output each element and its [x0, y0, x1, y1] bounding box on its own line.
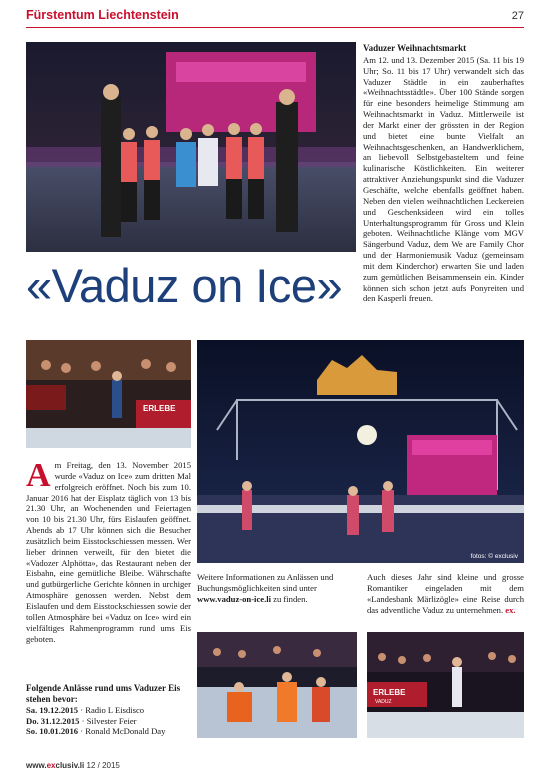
footer	[26, 761, 120, 770]
events-title: Folgende Anlässe rund ums Vaduzer Eis stehen bevor:	[26, 683, 181, 704]
sign-erlebe-2: ERLEBE	[373, 688, 406, 697]
signoff: ex.	[505, 604, 516, 615]
event-item	[26, 705, 201, 716]
romantic-text	[367, 572, 524, 615]
photo-skater-rink	[26, 340, 191, 448]
info-suffix: zu finden.	[271, 593, 308, 604]
market-title: Vaduzer Weihnachtsmarkt	[363, 43, 467, 53]
photo-rink-castle	[197, 340, 524, 563]
photo-group-skaters	[26, 42, 356, 252]
event-date: Sa. 19.12.2015	[26, 705, 79, 715]
event-date: Do. 31.12.2015	[26, 715, 80, 726]
header-rule	[26, 27, 524, 28]
sign-vaduz: VADUZ	[375, 699, 392, 705]
footer-issue: 12 / 2015	[86, 761, 120, 770]
info-prefix: Weitere Informationen zu Anlässen und Buchungsmöglichkeiten sind unter	[197, 572, 334, 593]
photo-credit: fotos: © exclusiv	[470, 553, 518, 560]
event-item	[26, 716, 201, 727]
intro-article	[26, 457, 191, 644]
section-title: Fürstentum Liechtenstein	[26, 8, 179, 22]
event-name: · Ronald McDonald Day	[80, 726, 166, 736]
event-name: · Radio L Eisdisco	[80, 705, 145, 715]
photo-kids-skating	[197, 632, 357, 738]
sign-erlebe: ERLEBE	[143, 404, 176, 413]
romantic-body: Auch dieses Jahr sind kleine und grosse Romantiker eingeladen mit dem «Landesbank Märlizögle» eine Reise durch das adventliche Vaduz zu unternehmen.	[367, 572, 524, 615]
footer-website[interactable]: www.exclusiv.li	[26, 761, 85, 770]
event-item	[26, 726, 201, 737]
intro-body: m Freitag, den 13. November 2015 wurde «Vaduz on Ice» zum dritten Mal erfolgreich eröffnet. Noch bis zum 10. Januar 2016 hat der Eisplatz täglich von 13 bis 21.30 Uhr, an Wochenenden und Feiertagen von 10 bis 21.30 Uhr, fürs Eislaufen geöffnet. Abends ab 17 Uhr können sich die Besucher zusätzlich beim Eisstockschiessen messen. Wer lieber drinnen verweilt, für den bietet die «Vadozer Alphötta», das Restaurant neben der Eisbahn, eine gemütliche Bleibe. Währschafte und gutbürgerliche Gerichte können in urchiger Atmosphäre genossen werden. Nebst dem Eislaufen und dem Eisstockschiessen sowie der tollen Atmosphäre bei «Vaduz on Ice» wird ein vielfältiges Rahmenprogramm rund ums Eis geboten.	[26, 460, 191, 644]
info-text	[197, 572, 357, 605]
dropcap: A	[26, 457, 51, 494]
page-number: 27	[511, 10, 524, 22]
events-box	[26, 683, 201, 737]
event-date: So. 10.01.2016	[26, 726, 79, 736]
headline: «Vaduz on Ice»	[26, 259, 343, 312]
market-article	[363, 43, 524, 304]
event-name: · Silvester Feier	[81, 715, 137, 726]
market-body: Am 12. und 13. Dezember 2015 (Sa. 11 bis 19 Uhr; So. 11 bis 17 Uhr) verwandelt sich das Vaduzer Städtle in ein zauberhaftes «Weihnachtsstädtle». Über 100 Stände sorgen für eine besonders heimelige Stimmung am Weihnachtsmarkt in Vaduz. Mittlerweile ist der Markt einer der grössten in der Region und bietet eine bunte Vielfalt an Weihnachtsgeschenken, an Handwerklichem, an liebevoll Selbstgebasteltem und feine kulinarische Köstlichkeiten. Ein weiterer attraktiver Anziehungspunkt sind die Vaduzer Geschäfte, welche ebenfalls geöffnet haben. Neben den vielen weihnachtlichen Leckereien und Geschenksideen wird ein tolles Unterhaltungsprogramm für Gross und Klein geboten. Weihnachtliche Klänge vom MGV Sängerbund Vaduz, dem We are Family Chor und der Harmoniemusik Vaduz (gemeinsam mit dem Kinderchor) erwarten Sie und laden zum gemütlichen Beisammensein ein. Kinder können sich schon jetzt aufs Ponyreiten und den Kasperli freuen.	[363, 54, 524, 304]
info-link[interactable]: www.vaduz-on-ice.li	[197, 593, 271, 604]
photo-skater-performance	[367, 632, 524, 738]
